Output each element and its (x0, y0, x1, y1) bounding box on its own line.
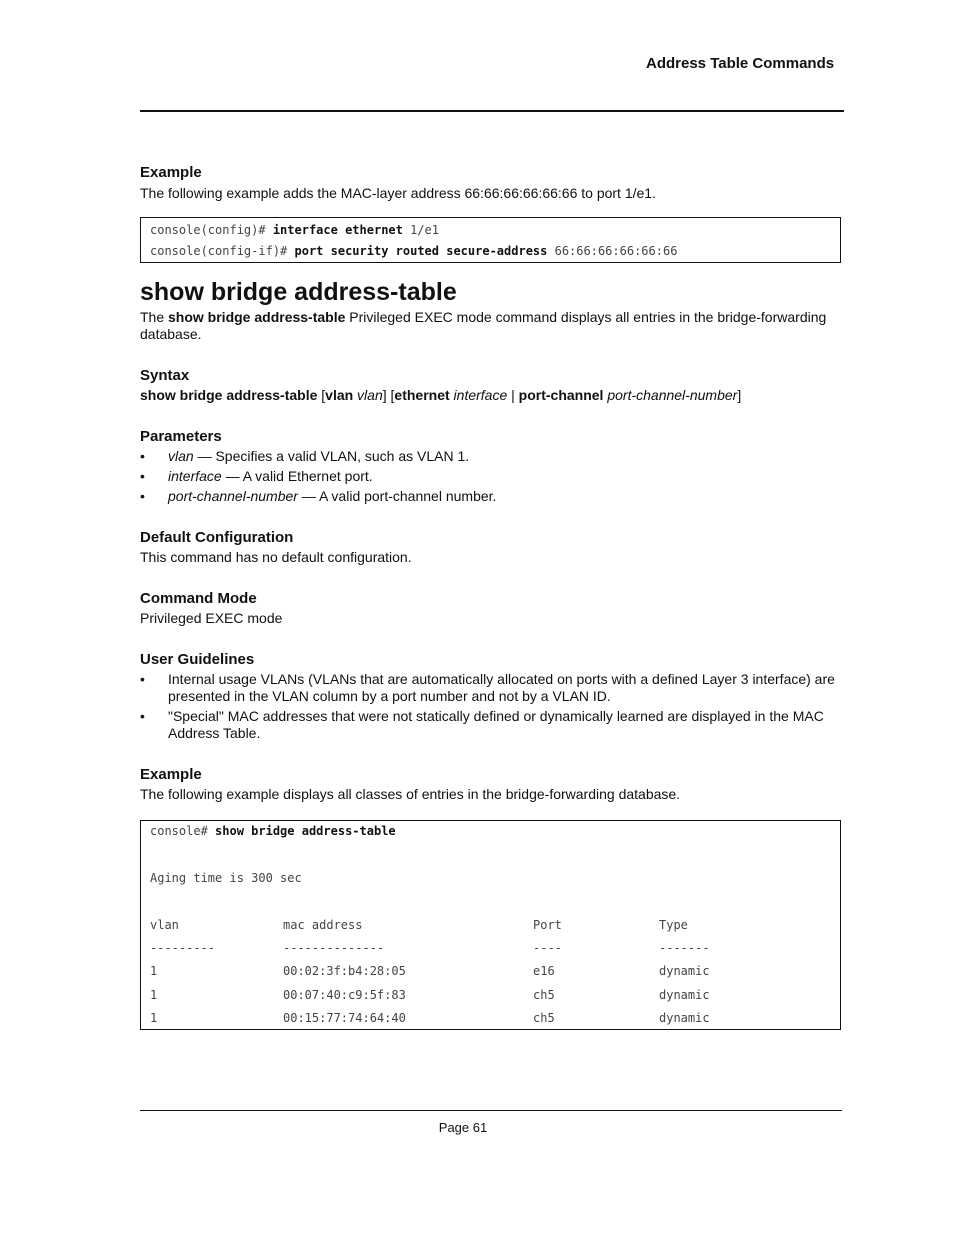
command-mode-text: Privileged EXEC mode (140, 610, 283, 626)
footer-rule (140, 1110, 842, 1111)
example2-heading: Example (140, 766, 202, 783)
table-cell: e16 (533, 964, 555, 978)
table-cell: 1 (150, 1011, 158, 1025)
default-config-heading: Default Configuration (140, 529, 294, 546)
parameters-heading: Parameters (140, 428, 222, 445)
code-line: console(config)# interface ethernet 1/e1 (150, 223, 439, 237)
example1-heading: Example (140, 164, 202, 181)
example2-intro: The following example displays all classes of entries in the bridge-forwarding database. (140, 786, 681, 802)
table-cell: ch5 (533, 988, 555, 1002)
table-cell: 1 (150, 988, 158, 1002)
example1-intro: The following example adds the MAC-layer address 66:66:66:66:66:66 to port 1/e1. (140, 185, 656, 201)
user-guidelines-heading: User Guidelines (140, 651, 255, 668)
list-item: • vlan — Specifies a valid VLAN, such as VLAN 1. (140, 448, 470, 464)
table-cell: dynamic (659, 1011, 710, 1025)
page-number: Page 61 (438, 1120, 488, 1135)
example1-code-block (140, 217, 841, 263)
list-item: • interface — A valid Ethernet port. (140, 468, 373, 484)
table-cell: 00:15:77:74:64:40 (283, 1011, 406, 1025)
command-title: show bridge address-table (140, 278, 457, 306)
header-rule (140, 110, 844, 112)
column-header-port: Port (533, 918, 562, 932)
column-divider: ---- (533, 941, 562, 955)
table-cell: 00:02:3f:b4:28:05 (283, 964, 406, 978)
column-header-vlan: vlan (150, 918, 179, 932)
table-cell: 1 (150, 964, 158, 978)
command-description: The show bridge address-table Privileged EXEC mode command displays all entries in the bridge-forwarding database. (140, 309, 827, 342)
list-item: • Internal usage VLANs (VLANs that are automatically allocated on ports with a defined Layer 3 interface) are presented in the VLAN column by a port number and not by a VLAN ID. (140, 671, 835, 704)
list-item: • port-channel-number — A valid port-channel number. (140, 488, 497, 504)
column-header-mac: mac address (283, 918, 363, 932)
column-divider: --------- (150, 941, 216, 955)
parameters-list (140, 448, 840, 505)
syntax-heading: Syntax (140, 367, 190, 384)
column-divider: -------------- (283, 941, 385, 955)
code-line: console(config-if)# port security routed secure-address 66:66:66:66:66:66 (150, 244, 678, 258)
table-cell: 00:07:40:c9:5f:83 (283, 988, 406, 1002)
syntax-line: show bridge address-table [vlan vlan] [ethernet interface | port-channel port-channel-number] (140, 387, 742, 403)
user-guidelines-list (140, 671, 840, 742)
running-header: Address Table Commands (646, 55, 835, 72)
example2-code-block (140, 820, 841, 1030)
table-cell: ch5 (533, 1011, 555, 1025)
code-line: Aging time is 300 sec (150, 871, 302, 885)
command-mode-heading: Command Mode (140, 590, 257, 607)
table-cell: dynamic (659, 988, 710, 1002)
column-divider: ------- (659, 941, 710, 955)
code-line: console# show bridge address-table (150, 824, 396, 838)
list-item: • "Special" MAC addresses that were not statically defined or dynamically learned are displayed in the MAC Address Table. (140, 708, 824, 741)
default-config-text: This command has no default configuration. (140, 549, 412, 565)
table-cell: dynamic (659, 964, 710, 978)
column-header-type: Type (659, 918, 688, 932)
